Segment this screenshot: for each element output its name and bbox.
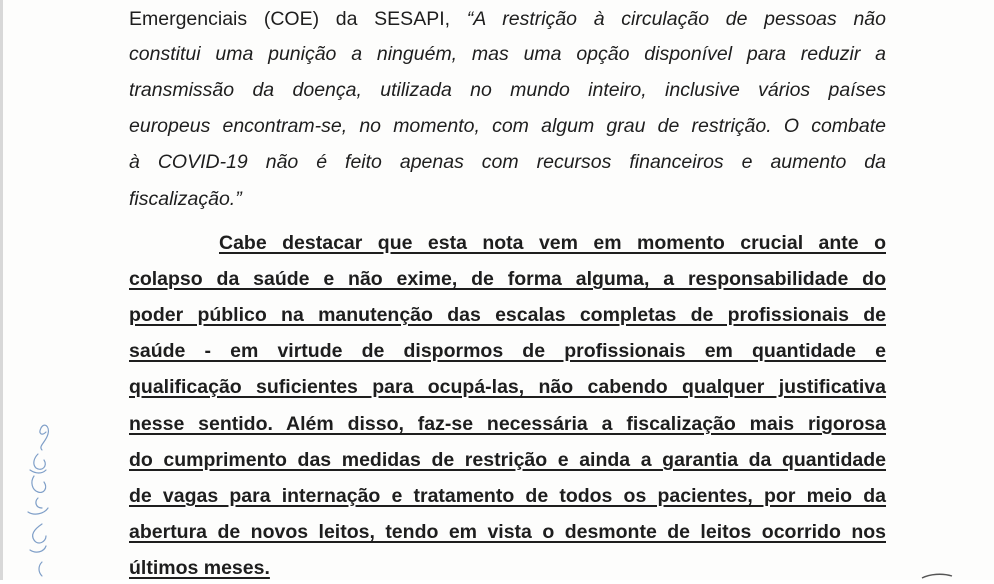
text-plain: Emergenciais (COE) da SESAPI,	[129, 8, 467, 30]
handwritten-signature	[8, 412, 68, 580]
stamp-fragment	[920, 572, 954, 580]
text-line	[129, 3, 886, 35]
text-line: qualificação suficientes para ocupá-las, não cabendo qualquer justificativa	[129, 376, 886, 398]
text-line: saúde - em virtude de dispormos de profissionais em quantidade e	[129, 340, 886, 362]
text-line: constitui uma punição a ninguém, mas uma opção disponível para reduzir a	[129, 43, 886, 65]
text-line: Cabe destacar que esta nota vem em momento crucial ante o	[219, 232, 886, 254]
quote-start: “A restrição à circulação de pessoas não	[466, 8, 886, 30]
text-line: europeus encontram-se, no momento, com algum grau de restrição. O combate	[129, 115, 886, 137]
text-line: de vagas para internação e tratamento de todos os pacientes, por meio da	[129, 485, 886, 507]
text-line: últimos meses.	[129, 557, 270, 579]
text-line: nesse sentido. Além disso, faz-se necessária a fiscalização mais rigorosa	[129, 413, 886, 435]
text-line: transmissão da doença, utilizada no mundo inteiro, inclusive vários países	[129, 79, 886, 101]
page-edge-shadow	[0, 0, 3, 580]
text-line: fiscalização.”	[129, 188, 242, 210]
text-line: à COVID-19 não é feito apenas com recursos financeiros e aumento da	[129, 151, 886, 173]
text-line: abertura de novos leitos, tendo em vista o desmonte de leitos ocorrido nos	[129, 521, 886, 543]
text-line: do cumprimento das medidas de restrição e ainda a garantia da quantidade	[129, 449, 886, 471]
text-line: colapso da saúde e não exime, de forma alguma, a responsabilidade do	[129, 268, 886, 290]
text-line: poder público na manutenção das escalas completas de profissionais de	[129, 304, 886, 326]
